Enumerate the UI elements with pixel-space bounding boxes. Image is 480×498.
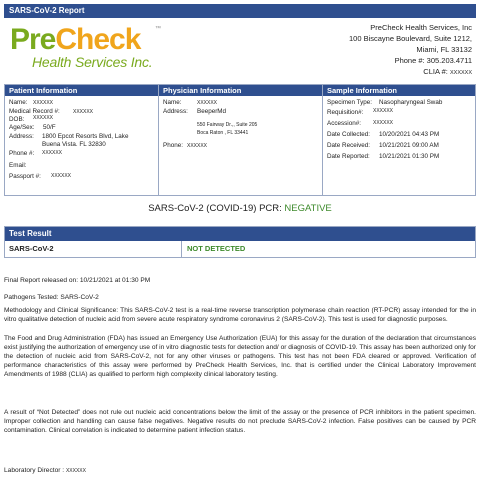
director-value: XXXXXX — [65, 468, 86, 474]
sample-collected-value: 10/20/2021 04:43 PM — [379, 131, 440, 138]
company-address: 100 Biscayne Boulevard, Suite 1212, — [349, 34, 472, 43]
patient-name-row — [9, 99, 54, 107]
precheck-logo — [10, 24, 160, 74]
test-name: SARS-CoV-2 — [9, 244, 54, 253]
patient-address-row — [9, 133, 129, 141]
report-title-bar — [4, 4, 476, 18]
patient-dob-value: XXXXXX — [33, 115, 54, 121]
test-result-table — [4, 226, 476, 258]
logo-subtitle: Health Services Inc. — [32, 54, 153, 70]
company-name: PreCheck Health Services, Inc — [370, 23, 472, 32]
sample-requisition-label: Requisition#: — [327, 109, 364, 116]
sample-collected-row — [327, 131, 440, 139]
director-label: Laboratory Director : — [4, 467, 65, 474]
sample-accession-value: XXXXXX — [373, 120, 394, 126]
logo-word-check: Check — [55, 23, 141, 56]
test-result-row — [5, 241, 475, 257]
methodology-paragraph: Methodology and Clinical Significance: This SARS-CoV-2 test is a real-time reverse transcription polymerase chain reaction (RT-PCR) assay intended for the in vitro qualitative detection of nucleic acid from severe acute respiratory syndrome coronavirus 2 (SARS-CoV-2). This test is used for diagnostic purposes. — [4, 307, 476, 324]
sample-accession-label: Accession#: — [327, 120, 361, 127]
sample-requisition-value: XXXXXX — [373, 108, 394, 114]
laboratory-director — [4, 466, 476, 476]
physician-address-label: Address: — [163, 108, 188, 115]
patient-mrn-value: XXXXXX — [73, 109, 94, 115]
company-clia — [349, 66, 472, 79]
physician-address-line3: Boca Raton , FL 33441 — [197, 130, 249, 136]
physician-address-line1: BeeperMd — [197, 108, 227, 115]
patient-address-line1: 1800 Epcot Resorts Blvd, Lake — [42, 133, 129, 140]
test-result-divider — [181, 241, 182, 257]
physician-name-row — [163, 99, 218, 107]
company-phone: Phone #: 305.203.4711 — [394, 56, 472, 65]
not-detected-paragraph: A result of “Not Detected” does not rule out nucleic acid concentrations below the limit of the assay or the presence of PCR inhibitors in the patient specimen. Improper collection and handling can cause false negatives. Negative results do not preclude SARS-CoV-2 infection. False positives can be caused by PCR contamination. Clinical correlation is indicated to determine patient infection status. — [4, 409, 476, 435]
physician-address-line2: 550 Fairway Dr.,, Suite 205 — [197, 122, 258, 128]
sample-type-row — [327, 99, 443, 107]
sample-info-column — [323, 85, 475, 195]
patient-address-label: Address: — [9, 133, 34, 140]
clia-value: XXXXXX — [449, 70, 472, 76]
patient-phone-label: Phone #: — [9, 150, 35, 157]
logo-word-pre: Pre — [10, 23, 56, 56]
sample-type-value: Nasopharyngeal Swab — [379, 99, 443, 106]
patient-email-row — [9, 162, 27, 170]
pathogens-tested: Pathogens Tested: SARS-CoV-2 — [4, 294, 99, 301]
sample-received-value: 10/21/2021 09:00 AM — [379, 142, 439, 149]
patient-agesex-label: Age/Sex: — [9, 124, 35, 131]
sample-info-heading: Sample Information — [323, 85, 475, 96]
patient-info-column — [5, 85, 159, 195]
patient-name-value: XXXXXX — [33, 100, 54, 106]
physician-name-value: XXXXXX — [197, 100, 218, 106]
physician-name-label: Name: — [163, 99, 182, 106]
patient-passport-label: Passport #: — [9, 173, 41, 180]
sample-requisition-row — [327, 108, 394, 117]
patient-agesex-row — [9, 124, 56, 132]
patient-name-label: Name: — [9, 99, 28, 106]
physician-phone-row — [163, 142, 208, 150]
company-city: Miami, FL 33132 — [416, 45, 472, 54]
patient-passport-row — [9, 173, 72, 181]
physician-address-row — [163, 108, 227, 116]
test-result-value: NOT DETECTED — [187, 244, 246, 253]
physician-phone-label: Phone: — [163, 142, 183, 149]
patient-agesex-value: 50/F — [43, 124, 56, 131]
sample-reported-value: 10/21/2021 01:30 PM — [379, 153, 440, 160]
sample-type-label: Specimen Type: — [327, 99, 373, 106]
logo-trademark: ™ — [155, 26, 161, 32]
patient-passport-value: XXXXXX — [51, 173, 72, 179]
company-address-block — [349, 22, 472, 79]
patient-phone-value: XXXXXX — [42, 150, 63, 156]
patient-dob-row — [9, 115, 54, 124]
final-report-line: Final Report released on: 10/21/2021 at 01:30 PM — [4, 277, 151, 284]
test-result-heading: Test Result — [5, 227, 475, 241]
pcr-summary — [0, 203, 480, 214]
sample-received-row — [327, 142, 439, 150]
patient-email-label: Email: — [9, 162, 27, 169]
logo-wordmark — [10, 24, 140, 56]
sample-reported-row — [327, 153, 440, 161]
pcr-result: NEGATIVE — [284, 203, 332, 214]
physician-info-column — [159, 85, 323, 195]
patient-info-heading: Patient Information — [5, 85, 158, 96]
patient-address-line2: Buena Vista. FL 32830 — [42, 141, 106, 148]
sample-reported-label: Date Reported: — [327, 153, 370, 160]
report-title: SARS-CoV-2 Report — [9, 6, 85, 15]
sample-received-label: Date Received: — [327, 142, 371, 149]
physician-info-heading: Physician Information — [159, 85, 322, 96]
fda-paragraph: The Food and Drug Administration (FDA) has issued an Emergency Use Authorization (EUA) for this assay for the duration of the declaration that circumstances exist justifying the authorization of emergency use of in vitro diagnostic tests for detection and/ or diagnosis of COVID-19. This assay has been authorized only for the detection of nucleic acid from SARS-CoV-2, not for any other viruses or pathogens. This test has not been FDA cleared or approved. Verification of performance characteristics of this assay were performed by PreCheck Health Services, Inc. that is certified under the Clinical Laboratory Improvement Amendments of 1988 (CLIA) as qualified to perform high complexity clinical laboratory testing. — [4, 335, 476, 379]
sample-collected-label: Date Collected: — [327, 131, 371, 138]
patient-dob-label: DOB: — [9, 116, 25, 123]
physician-phone-value: XXXXXX — [187, 143, 208, 149]
patient-mrn-label: Medical Record #: — [9, 108, 60, 115]
info-grid — [4, 84, 476, 196]
clia-label: CLIA #: — [423, 67, 448, 76]
pcr-label: SARS-CoV-2 (COVID-19) PCR: — [148, 203, 282, 214]
sample-accession-row — [327, 120, 394, 128]
patient-phone-row — [9, 150, 63, 158]
